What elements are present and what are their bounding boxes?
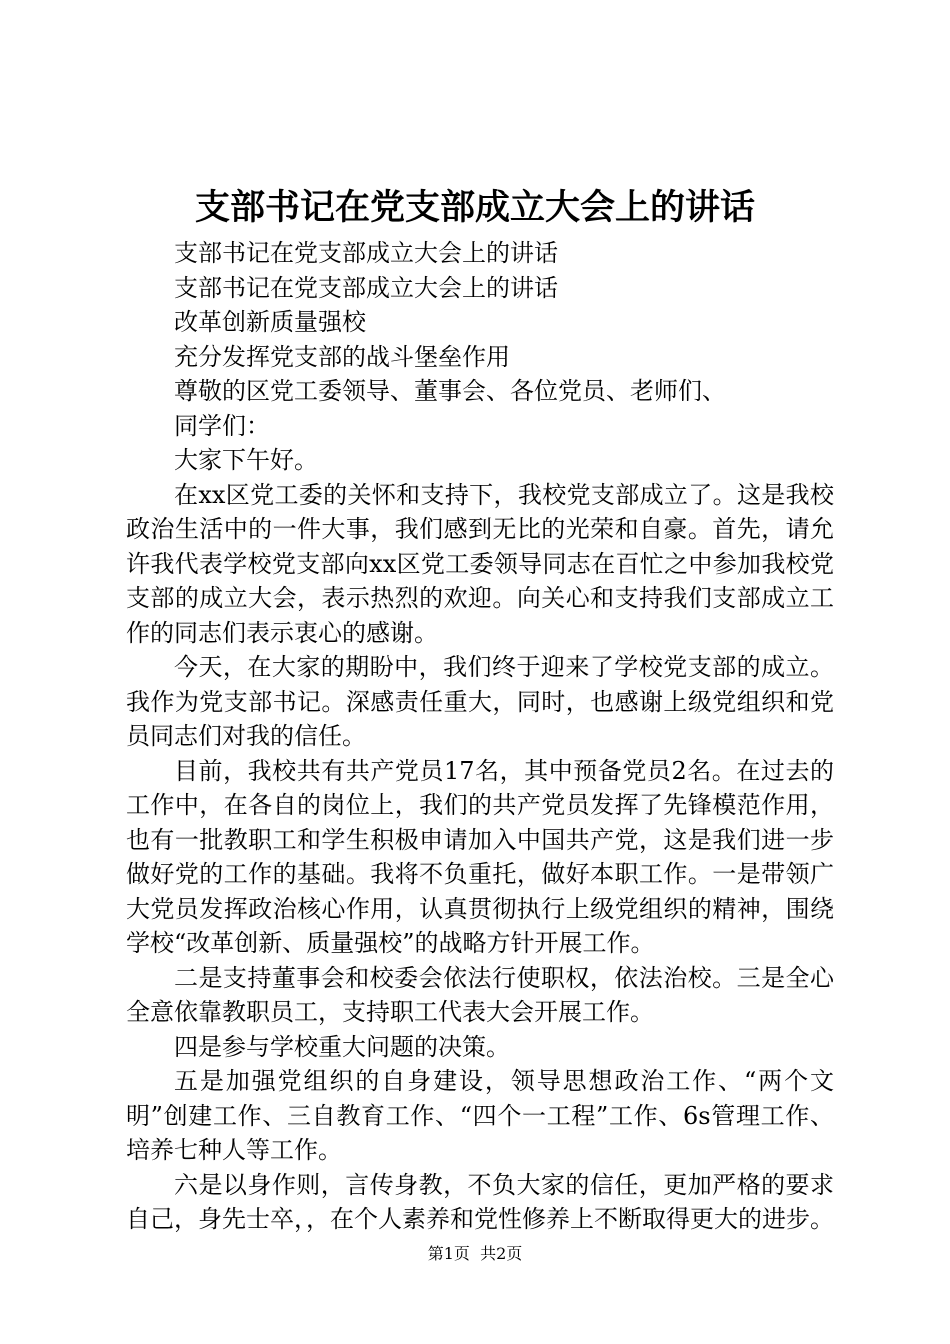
paragraph: 支部书记在党支部成立大会上的讲话 bbox=[174, 239, 558, 267]
paragraph: 四是参与学校重大问题的决策。 bbox=[174, 1032, 510, 1061]
document-title: 支部书记在党支部成立大会上的讲话 bbox=[194, 187, 755, 228]
paragraph: 尊敬的区党工委领导、董事会、各位党员、老师们、 bbox=[174, 377, 726, 405]
paragraph: 二是支持董事会和校委会依法行使职权，依法治校。三是全心全意依靠教职员工，支持职工代表大会开展工作。 bbox=[126, 963, 834, 1026]
paragraph: 充分发挥党支部的战斗堡垒作用 bbox=[174, 342, 510, 371]
paragraph: 支部书记在党支部成立大会上的讲话 bbox=[174, 273, 558, 302]
page-footer: 第1页 共2页 bbox=[427, 1244, 523, 1263]
paragraph: 在xx区党工委的关怀和支持下，我校党支部成立了。这是我校政治生活中的一件大事，我们感到无比的光荣和自豪。首先，请允许我代表学校党支部向xx区党工委领导同志在百忙之中参加我校党支部的成立大会，表示热烈的欢迎。向关心和支持我们支部成立工作的同志们表示衷心的感谢。 bbox=[126, 480, 834, 647]
paragraph: 目前，我校共有共产党员17名，其中预备党员2名。在过去的工作中，在各自的岗位上，我们的共产党员发挥了先锋模范作用，也有一批教职工和学生积极申请加入中国共产党，这是我们进一步做好党的工作的基础。我将不负重托，做好本职工作。一是带领广大党员发挥政治核心作用，认真贯彻执行上级党组织的精神，围绕学校“改革创新、质量强校”的战略方针开展工作。 bbox=[126, 756, 834, 957]
paragraph: 同学们： bbox=[174, 411, 270, 440]
paragraph: 六是以身作则，言传身教，不负大家的信任，更加严格的要求自己，身先士卒，，在个人素养和党性修养上不断取得更大的进步。 bbox=[126, 1170, 834, 1233]
paragraph: 五是加强党组织的自身建设，领导思想政治工作、“两个文明”创建工作、三自教育工作、“四个一工程”工作、6s管理工作、培养七种人等工作。 bbox=[126, 1067, 834, 1164]
paragraph: 今天，在大家的期盼中，我们终于迎来了学校党支部的成立。我作为党支部书记。深感责任重大，同时，也感谢上级党组织和党员同志们对我的信任。 bbox=[126, 653, 834, 750]
paragraph: 大家下午好。 bbox=[174, 446, 318, 474]
document-body bbox=[126, 236, 834, 1237]
paragraph: 改革创新质量强校 bbox=[174, 308, 366, 336]
